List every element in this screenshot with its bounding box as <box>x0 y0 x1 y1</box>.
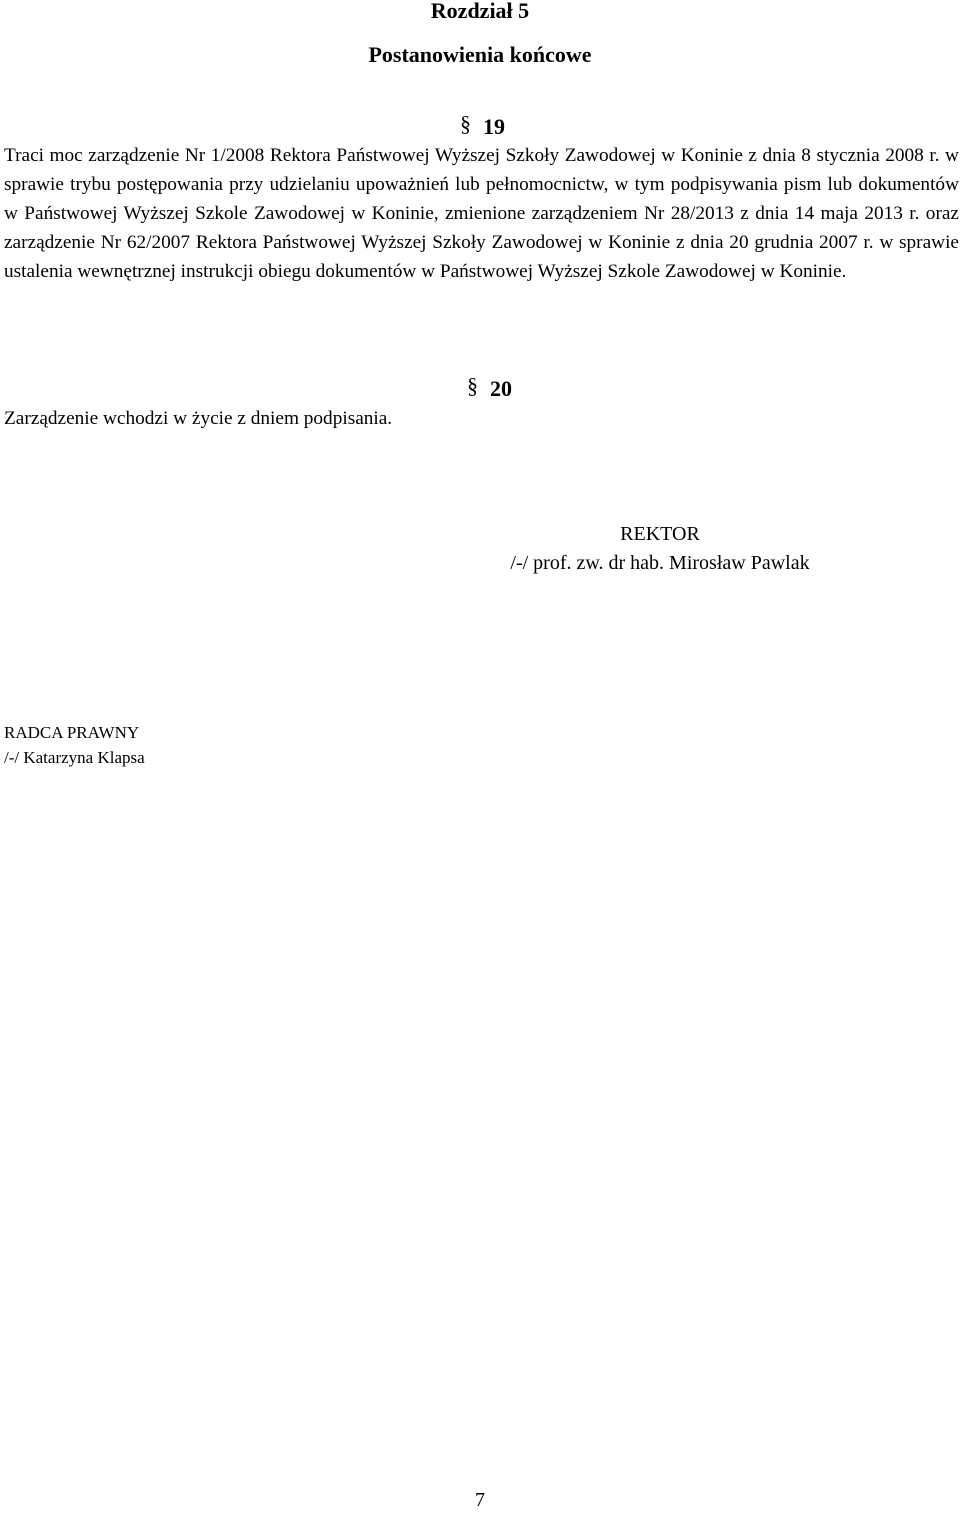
chapter-title: Rozdział 5 <box>430 0 530 23</box>
chapter-subtitle: Postanowienia końcowe <box>368 42 592 67</box>
section-number: 20 <box>490 376 512 401</box>
section-sign: § <box>460 111 471 136</box>
section-sign: § <box>467 373 478 398</box>
section-19-heading <box>460 111 505 140</box>
rector-role: REKTOR <box>620 523 700 545</box>
page-number: 7 <box>475 1489 485 1511</box>
section-20-text: Zarządzenie wchodzi w życie z dniem podpisania. <box>4 408 393 429</box>
section-20-heading <box>467 373 512 402</box>
legal-counsel-role: RADCA PRAWNY <box>4 723 140 742</box>
legal-counsel-signature-block <box>4 720 145 770</box>
rector-name: /-/ prof. zw. dr hab. Mirosław Pawlak <box>510 552 810 574</box>
legal-counsel-name: /-/ Katarzyna Klapsa <box>4 748 145 767</box>
rector-signature-block <box>460 520 860 578</box>
section-number: 19 <box>483 114 505 139</box>
section-19-text: Traci moc zarządzenie Nr 1/2008 Rektora Państwowej Wyższej Szkoły Zawodowej w Koninie z dnia 8 stycznia 2008 r. w sprawie trybu postępowania przy udzielaniu upoważnień lub pełnomocnictw, w tym podpisywania pism lub dokumentów w Państwowej Wyższej Szkole Zawodowej w Koninie, zmienione zarządzeniem Nr 28/2013 z dnia 14 maja 2013 r. oraz zarządzenie Nr 62/2007 Rektora Państwowej Wyższej Szkoły Zawodowej w Koninie z dnia 20 grudnia 2007 r. w sprawie ustalenia wewnętrznej instrukcji obiegu dokumentów w Państwowej Wyższej Szkole Zawodowej w Koninie. <box>4 145 959 282</box>
